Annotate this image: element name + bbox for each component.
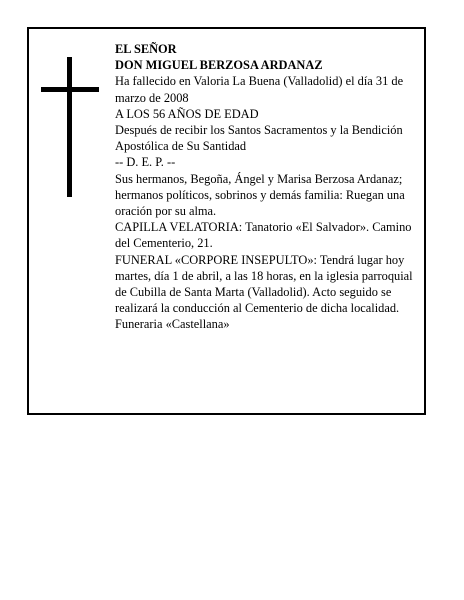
- wake-info: CAPILLA VELATORIA: Tanatorio «El Salvador». Camino del Cementerio, 21.: [115, 220, 412, 251]
- rip-line: -- D. E. P. --: [115, 155, 176, 170]
- sacraments-info: Después de recibir los Santos Sacramentos y la Bendición Apostólica de Su Santidad: [115, 123, 403, 154]
- funeral-info: FUNERAL «CORPORE INSEPULTO»: Tendrá lugar hoy martes, día 1 de abril, a las 18 horas, en la iglesia parroquial de Cubilla de Santa Marta (Valladolid). Acto seguido se realizará la conducción al Cementerio de dicha localidad.: [115, 252, 413, 316]
- deceased-name: DON MIGUEL BERZOSA ARDANAZ: [115, 58, 323, 73]
- funeral-home: Funeraria «Castellana»: [115, 317, 230, 332]
- obituary-notice: [27, 27, 426, 415]
- family-info: Sus hermanos, Begoña, Ángel y Marisa Berzosa Ardanaz; hermanos políticos, sobrinos y demás familia: Ruegan una oración por su alma.: [115, 171, 405, 219]
- cross-vertical-bar: [67, 57, 72, 197]
- death-info: Ha fallecido en Valoria La Buena (Valladolid) el día 31 de marzo de 2008: [115, 74, 404, 105]
- obituary-text: [115, 41, 425, 333]
- notice-title: EL SEÑOR: [115, 42, 177, 56]
- latin-cross-icon: [41, 57, 99, 197]
- cross-horizontal-bar: [41, 87, 99, 92]
- age-info: A LOS 56 AÑOS DE EDAD: [115, 106, 259, 121]
